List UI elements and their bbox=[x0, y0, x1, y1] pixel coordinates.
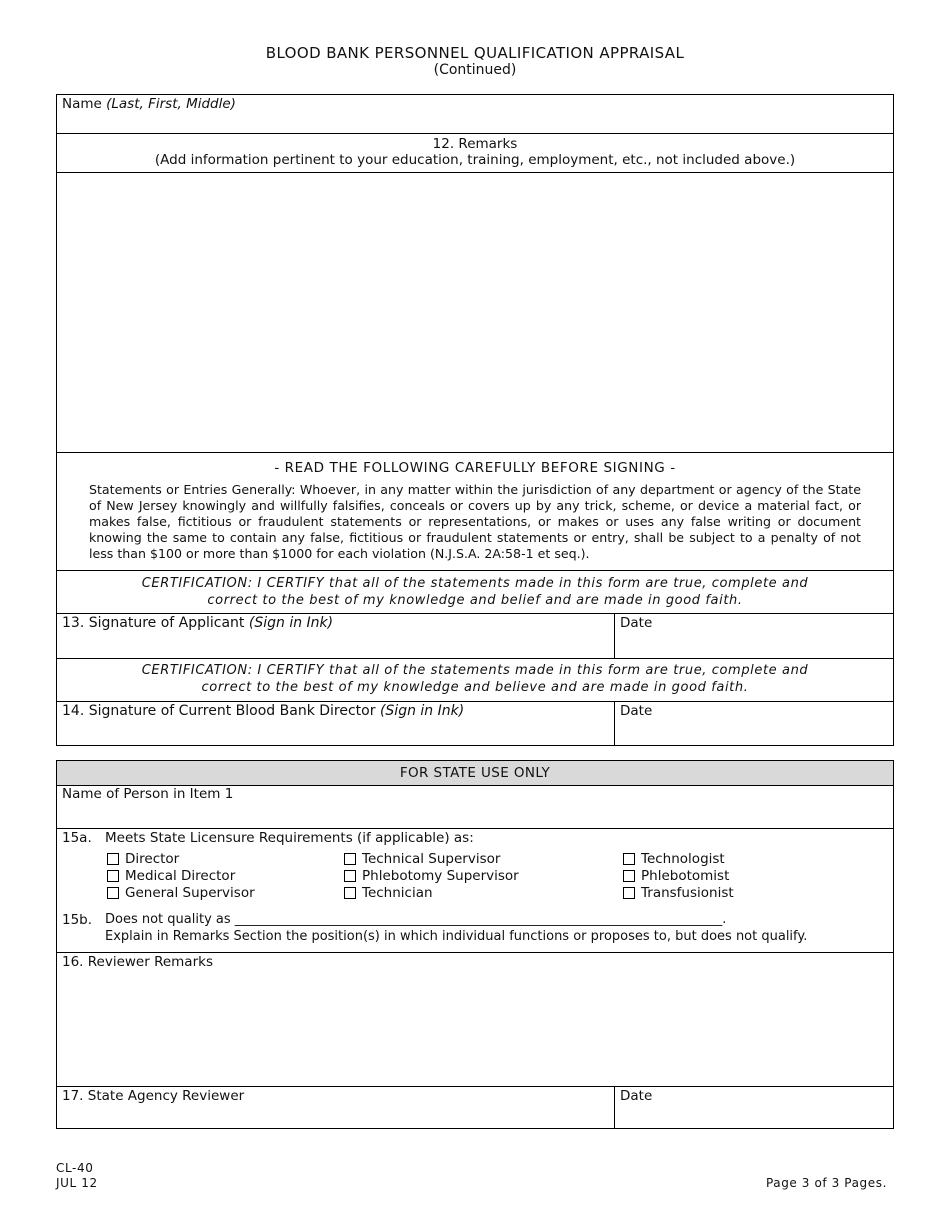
remarks-header bbox=[57, 133, 893, 172]
applicant-signature-label: 13. Signature of Applicant bbox=[62, 615, 245, 631]
remarks-textarea[interactable] bbox=[57, 172, 893, 452]
checkbox-icon[interactable] bbox=[623, 870, 635, 882]
name-hint: (Last, First, Middle) bbox=[106, 96, 236, 112]
applicant-date-field[interactable] bbox=[615, 614, 893, 658]
reviewer-date-field[interactable] bbox=[615, 1087, 893, 1129]
person-name-label: Name of Person in Item 1 bbox=[62, 786, 234, 802]
warning-text: Statements or Entries Generally: Whoever, in any matter within the jurisdiction of any department or agency of the State of New Jersey knowingly and willfully falsifies, conceals or covers up by any trick, scheme, or device a material fact, or makes false, fictitious or fraudulent statements or representations, or makes or uses any false writing or document knowing the same to contain any false, fictitious or fraudulent statements or entry, shall be subject to a penalty of not less than $100 or more than $1000 for each violation (N.J.S.A. 2A:58-1 et seq.). bbox=[89, 482, 861, 561]
checkbox-icon[interactable] bbox=[344, 853, 356, 865]
reviewer-date-label: Date bbox=[620, 1088, 653, 1104]
checkbox-icon[interactable] bbox=[107, 853, 119, 865]
applicant-date-label: Date bbox=[620, 615, 653, 631]
name-field[interactable] bbox=[57, 95, 893, 133]
checkbox-icon[interactable] bbox=[344, 887, 356, 899]
director-date-label: Date bbox=[620, 703, 653, 719]
page-info: Page 3 of 3 Pages. bbox=[765, 1176, 887, 1190]
form-code: CL-40 bbox=[56, 1161, 94, 1175]
checkbox-icon[interactable] bbox=[107, 887, 119, 899]
checkbox-icon[interactable] bbox=[623, 887, 635, 899]
director-signature-row bbox=[57, 701, 893, 745]
certification-applicant-line2: correct to the best of my knowledge and belief and are made in good faith. bbox=[207, 593, 743, 608]
applicant-signature-field[interactable] bbox=[57, 614, 615, 658]
director-signature-label: 14. Signature of Current Blood Bank Director bbox=[62, 703, 376, 719]
checkbox-medical-director[interactable]: Medical Director bbox=[107, 868, 235, 885]
warning-block bbox=[57, 452, 893, 570]
checkbox-icon[interactable] bbox=[623, 853, 635, 865]
checkbox-phlebotomy-supervisor[interactable]: Phlebotomy Supervisor bbox=[344, 868, 519, 885]
checkbox-transfusionist[interactable]: Transfusionist bbox=[623, 885, 734, 902]
form-revision: JUL 12 bbox=[56, 1176, 98, 1190]
remarks-description: (Add information pertinent to your education, training, employment, etc., not included above.) bbox=[154, 152, 796, 168]
item-15a-number: 15a. bbox=[62, 830, 92, 846]
certification-applicant bbox=[57, 570, 893, 613]
reviewer-remarks-field[interactable] bbox=[57, 952, 893, 1086]
licensure-block bbox=[57, 828, 893, 952]
form-subtitle: (Continued) bbox=[433, 62, 517, 78]
checkbox-general-supervisor[interactable]: General Supervisor bbox=[107, 885, 255, 902]
certification-director bbox=[57, 658, 893, 701]
certification-director-line2: correct to the best of my knowledge and believe and are made in good faith. bbox=[201, 680, 749, 695]
checkbox-technical-supervisor[interactable]: Technical Supervisor bbox=[344, 851, 500, 868]
remarks-number-label: 12. Remarks bbox=[432, 136, 518, 152]
item-15a-label: Meets State Licensure Requirements (if applicable) as: bbox=[105, 830, 474, 846]
state-use-heading: FOR STATE USE ONLY bbox=[57, 761, 893, 786]
state-use-section bbox=[56, 760, 894, 1129]
form-title: BLOOD BANK PERSONNEL QUALIFICATION APPRAISAL bbox=[265, 44, 685, 62]
certification-applicant-line1: CERTIFICATION: I CERTIFY that all of the statements made in this form are true, complete and bbox=[141, 576, 809, 591]
checkbox-technician[interactable]: Technician bbox=[344, 885, 433, 902]
reviewer-row bbox=[57, 1086, 893, 1128]
name-label: Name bbox=[62, 96, 102, 112]
director-signature-field[interactable] bbox=[57, 702, 615, 746]
checkbox-icon[interactable] bbox=[344, 870, 356, 882]
item-15b-label[interactable]: Does not quality as ___________________________________________________________________________. bbox=[105, 912, 727, 927]
reviewer-field[interactable] bbox=[57, 1087, 615, 1129]
person-name-field[interactable] bbox=[57, 785, 893, 828]
item-15b-note: Explain in Remarks Section the position(s) in which individual functions or proposes to, but does not qualify. bbox=[105, 929, 808, 944]
item-15b-number: 15b. bbox=[62, 912, 93, 928]
reviewer-remarks-label: 16. Reviewer Remarks bbox=[62, 954, 213, 970]
applicant-signature-row bbox=[57, 613, 893, 658]
director-signature-hint: (Sign in Ink) bbox=[379, 703, 465, 719]
director-date-field[interactable] bbox=[615, 702, 893, 746]
checkbox-director[interactable]: Director bbox=[107, 851, 179, 868]
certification-director-line1: CERTIFICATION: I CERTIFY that all of the statements made in this form are true, complete and bbox=[141, 663, 809, 678]
applicant-section bbox=[56, 94, 894, 746]
checkbox-phlebotomist[interactable]: Phlebotomist bbox=[623, 868, 729, 885]
checkbox-icon[interactable] bbox=[107, 870, 119, 882]
applicant-signature-hint: (Sign in Ink) bbox=[248, 615, 334, 631]
checkbox-technologist[interactable]: Technologist bbox=[623, 851, 725, 868]
reviewer-label: 17. State Agency Reviewer bbox=[62, 1088, 245, 1104]
warning-heading: - READ THE FOLLOWING CAREFULLY BEFORE SIGNING - bbox=[274, 460, 676, 476]
